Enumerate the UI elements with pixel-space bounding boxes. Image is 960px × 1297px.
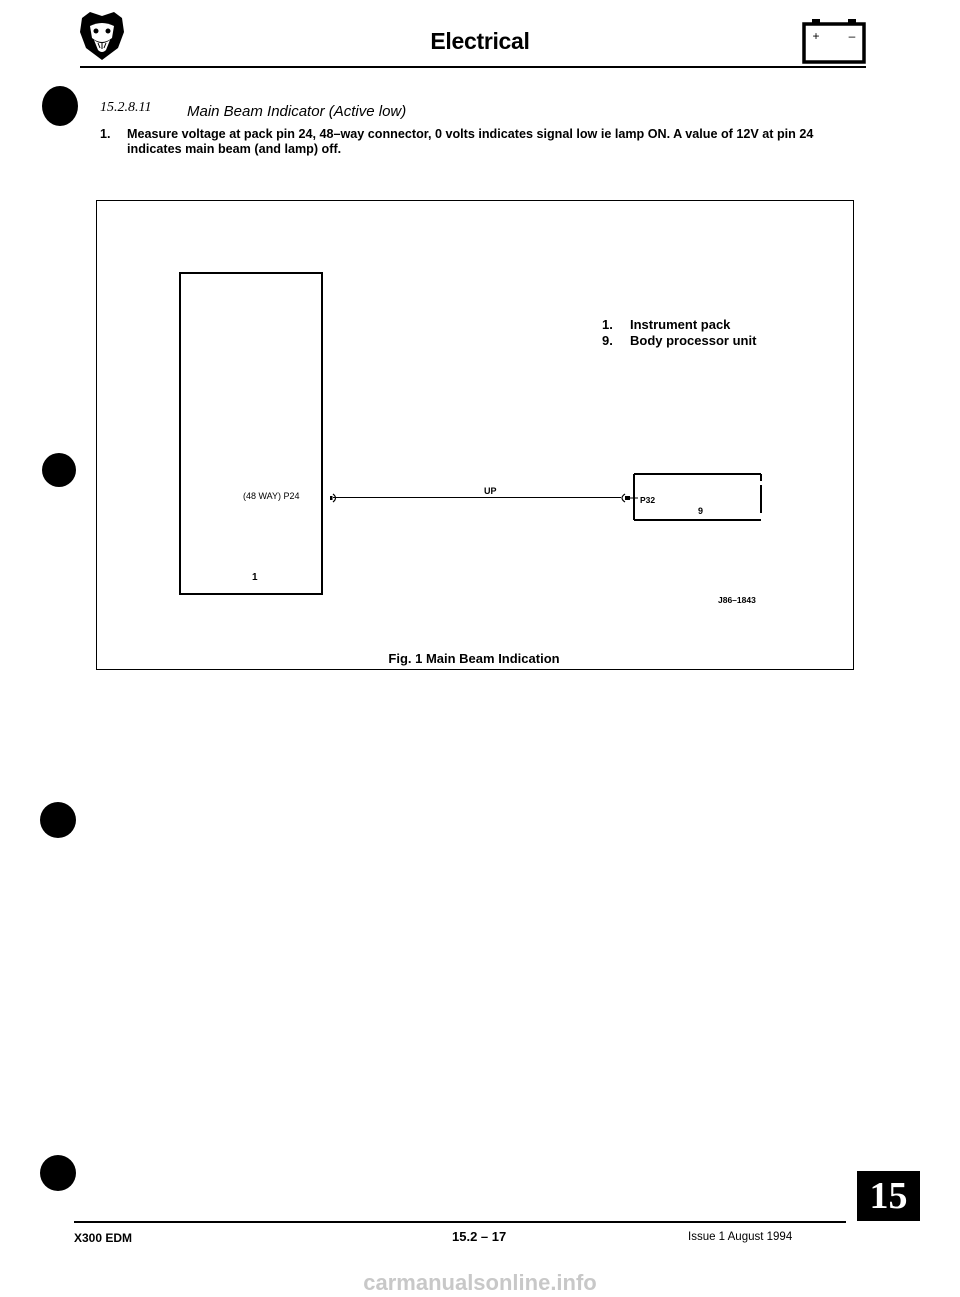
step-text: Measure voltage at pack pin 24, 48–way connector, 0 volts indicates signal low ie lamp ON. A value of 12V at pin 24 indicates main beam (and lamp) off. [127, 127, 814, 156]
punch-hole-dot [42, 86, 78, 126]
footer-rule [74, 1221, 846, 1223]
footer-doc-name: X300 EDM [74, 1231, 133, 1245]
punch-hole-dot [42, 453, 76, 487]
section-number: 15.2.8.11 [100, 100, 152, 115]
legend-name: Instrument pack [630, 317, 731, 332]
component-9-label: 9 [698, 506, 704, 516]
component-legend [602, 317, 756, 349]
battery-minus-sign: – [848, 29, 856, 43]
figure-caption: Fig. 1 Main Beam Indication [388, 651, 560, 666]
chapter-tab: 15 [857, 1171, 920, 1221]
punch-hole-dot [40, 1155, 76, 1191]
legend-number: 9. [602, 333, 613, 348]
component-1-label: 1 [252, 572, 258, 583]
legend-name: Body processor unit [630, 333, 757, 348]
punch-hole-dot [40, 802, 76, 838]
legend-item [602, 333, 756, 349]
section-title: Main Beam Indicator (Active low) [187, 103, 407, 120]
page-title: Electrical [430, 28, 530, 54]
diagram-code: J86–1843 [718, 595, 756, 605]
wire-label: UP [484, 486, 497, 496]
legend-item [602, 317, 756, 333]
battery-icon [802, 18, 866, 64]
connector-terminal-icon [329, 493, 339, 503]
wire-line [333, 497, 621, 498]
step-number: 1. [100, 127, 111, 141]
legend-number: 1. [602, 317, 613, 332]
watermark: carmanualsonline.info [363, 1270, 597, 1295]
header-rule [80, 66, 866, 68]
footer-issue-date: Issue 1 August 1994 [688, 1231, 793, 1243]
footer-page-number: 15.2 – 17 [452, 1229, 507, 1244]
pin-label: (48 WAY) P24 [243, 491, 300, 501]
instrument-pack-box [179, 272, 323, 595]
connector-label: P32 [640, 495, 656, 505]
battery-plus-sign: + [812, 29, 820, 43]
